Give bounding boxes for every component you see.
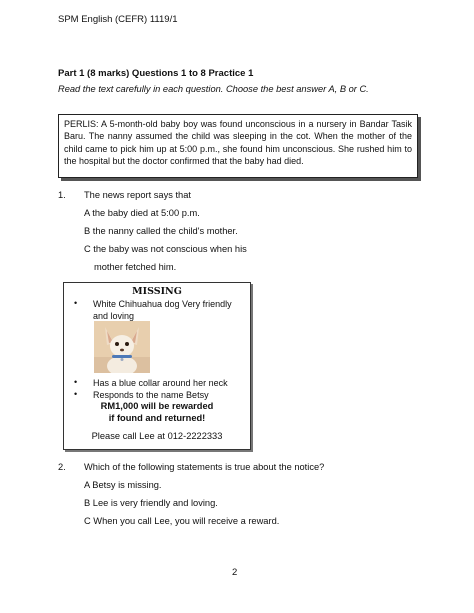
notice-bullet-collar: Has a blue collar around her neck — [93, 378, 228, 388]
news-passage: PERLIS: A 5-month-old baby boy was found unconscious in a nursery in Bandar Tasik Baru. The nanny assumed the child was sleeping in the cot. When the mother of the child came to pick him up at 5:00 p.m., she found him unconscious. She rushed him to the hospital but the doctor confirmed that the baby had died. — [58, 114, 418, 178]
page-number: 2 — [232, 567, 238, 578]
question-2-option-a[interactable]: A Betsy is missing. — [84, 480, 162, 490]
missing-dog-notice — [63, 282, 251, 450]
notice-bullet-description-continued: and loving — [93, 311, 135, 321]
notice-reward-line-1: RM1,000 will be rewarded — [100, 401, 214, 411]
question-1-option-a[interactable]: A the baby died at 5:00 p.m. — [84, 208, 200, 218]
part-title: Part 1 (8 marks) Questions 1 to 8 Practice 1 — [58, 68, 254, 79]
question-2-option-c[interactable]: C When you call Lee, you will receive a reward. — [84, 516, 280, 526]
chihuahua-dog-photo — [94, 321, 150, 373]
notice-reward-line-2: if found and returned! — [108, 413, 206, 423]
notice-bullet-name: Responds to the name Betsy — [93, 390, 209, 400]
bullet-icon: • — [74, 389, 78, 399]
notice-contact: Please call Lee at 012-2222333 — [91, 431, 223, 441]
bullet-icon: • — [74, 377, 78, 387]
bullet-icon: • — [74, 298, 78, 308]
question-2-option-b[interactable]: B Lee is very friendly and loving. — [84, 498, 218, 508]
question-1-text: The news report says that — [84, 190, 191, 200]
question-1-option-b[interactable]: B the nanny called the child's mother. — [84, 226, 238, 236]
document-header: SPM English (CEFR) 1119/1 — [58, 14, 178, 25]
question-1-number: 1. — [58, 190, 66, 200]
part-instruction: Read the text carefully in each question. Choose the best answer A, B or C. — [58, 84, 369, 94]
notice-title: MISSING — [132, 286, 182, 297]
question-1-option-c[interactable]: C the baby was not conscious when his — [84, 244, 247, 254]
notice-bullet-description: White Chihuahua dog Very friendly — [93, 299, 232, 309]
question-2-text: Which of the following statements is true about the notice? — [84, 462, 325, 472]
question-1-option-c-continued: mother fetched him. — [94, 262, 177, 272]
question-2-number: 2. — [58, 462, 66, 472]
